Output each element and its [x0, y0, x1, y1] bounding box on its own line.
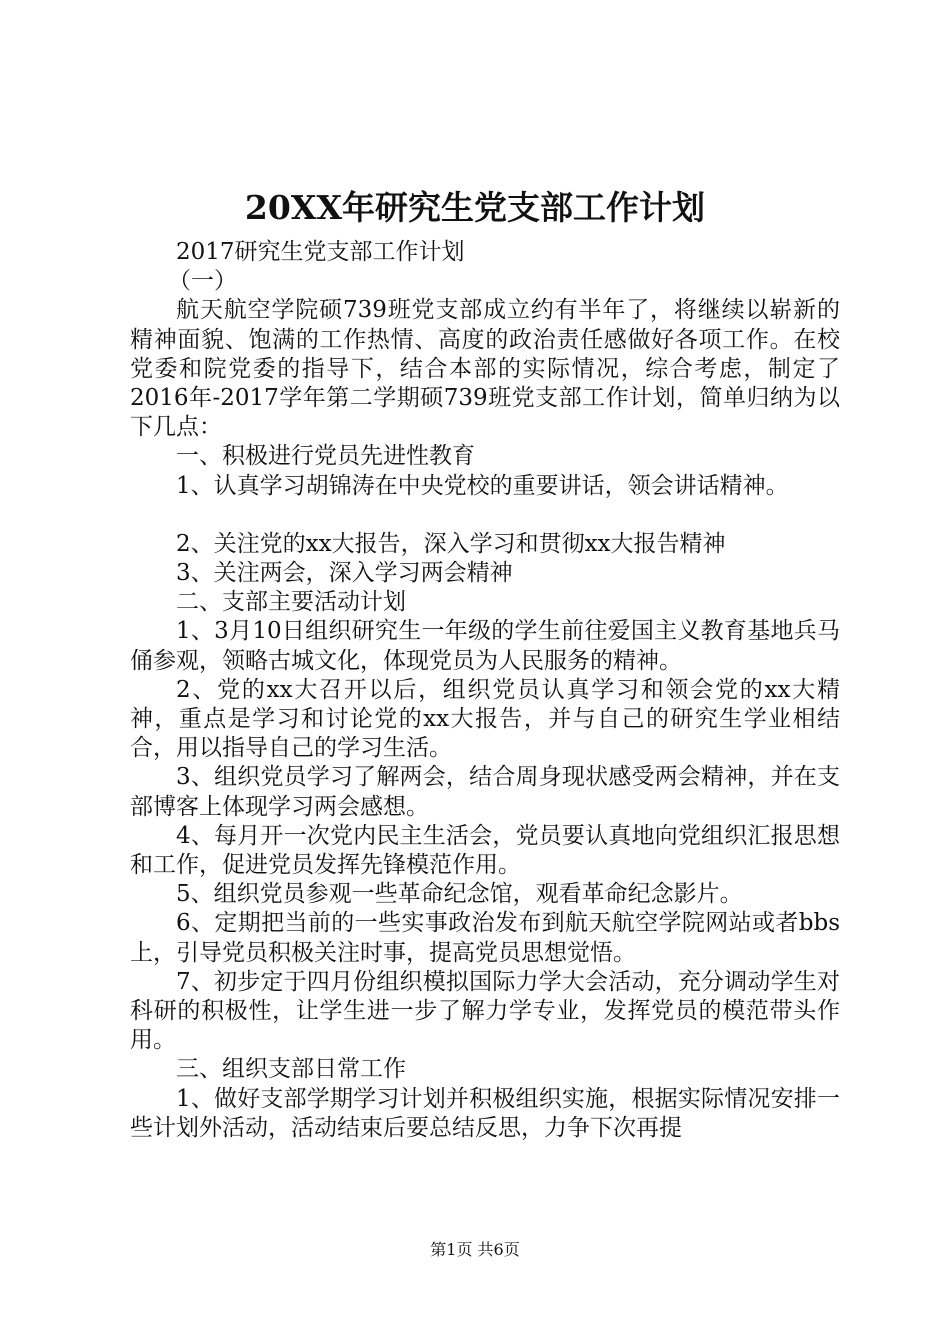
page-footer: 第1页 共6页: [430, 1240, 520, 1259]
list-item: 3、组织党员学习了解两会，结合周身现状感受两会精神，并在支部博客上体现学习两会感想。: [130, 764, 840, 820]
list-item: 6、定期把当前的一些实事政治发布到航天航空学院网站或者bbs上，引导党员积极关注时事，提高党员思想觉悟。: [130, 910, 840, 966]
subtitle-paragraph: 2017研究生党支部工作计划: [176, 239, 465, 265]
list-item: 7、初步定于四月份组织模拟国际力学大会活动，充分调动学生对科研的积极性，让学生进一步了解力学专业，发挥党员的模范带头作用。: [130, 968, 840, 1054]
list-item: 1、认真学习胡锦涛在中央党校的重要讲话，领会讲话精神。: [176, 472, 789, 499]
spacer: [130, 501, 840, 530]
list-item: 2、关注党的xx大报告，深入学习和贯彻xx大报告精神: [176, 530, 726, 557]
section-heading-2: 二、支部主要活动计划: [176, 589, 406, 616]
section-marker: （一）: [168, 268, 237, 295]
document-title: 20XX年研究生党支部工作计划: [244, 188, 706, 227]
list-item: 1、3月10日组织研究生一年级的学生前往爱国主义教育基地兵马俑参观，领略古城文化，体现党员为人民服务的精神。: [130, 618, 840, 674]
list-item: 2、党的xx大召开以后，组织党员认真学习和领会党的xx大精神，重点是学习和讨论党的xx大报告，并与自己的研究生学业相结合，用以指导自己的学习生活。: [130, 676, 840, 762]
list-item: 3、关注两会，深入学习两会精神: [176, 560, 513, 587]
document-body: [130, 238, 840, 1143]
list-item: 4、每月开一次党内民主生活会，党员要认真地向党组织汇报思想和工作，促进党员发挥先锋模范作用。: [130, 822, 840, 879]
list-item: 5、组织党员参观一些革命纪念馆，观看革命纪念影片。: [176, 881, 743, 908]
intro-paragraph: 航天航空学院硕739班党支部成立约有半年了，将继续以崭新的精神面貌、饱满的工作热情、高度的政治责任感做好各项工作。在校党委和院党委的指导下，结合本部的实际情况，综合考虑，制定了2016年-2017学年第二学期硕739班党支部工作计划，简单归纳为以下几点：: [130, 297, 840, 441]
section-heading-3: 三、组织支部日常工作: [176, 1056, 406, 1083]
section-heading-1: 一、积极进行党员先进性教育: [176, 443, 475, 470]
list-item: 1、做好支部学期学习计划并积极组织实施，根据实际情况安排一些计划外活动，活动结束后要总结反思，力争下次再提: [130, 1085, 840, 1141]
